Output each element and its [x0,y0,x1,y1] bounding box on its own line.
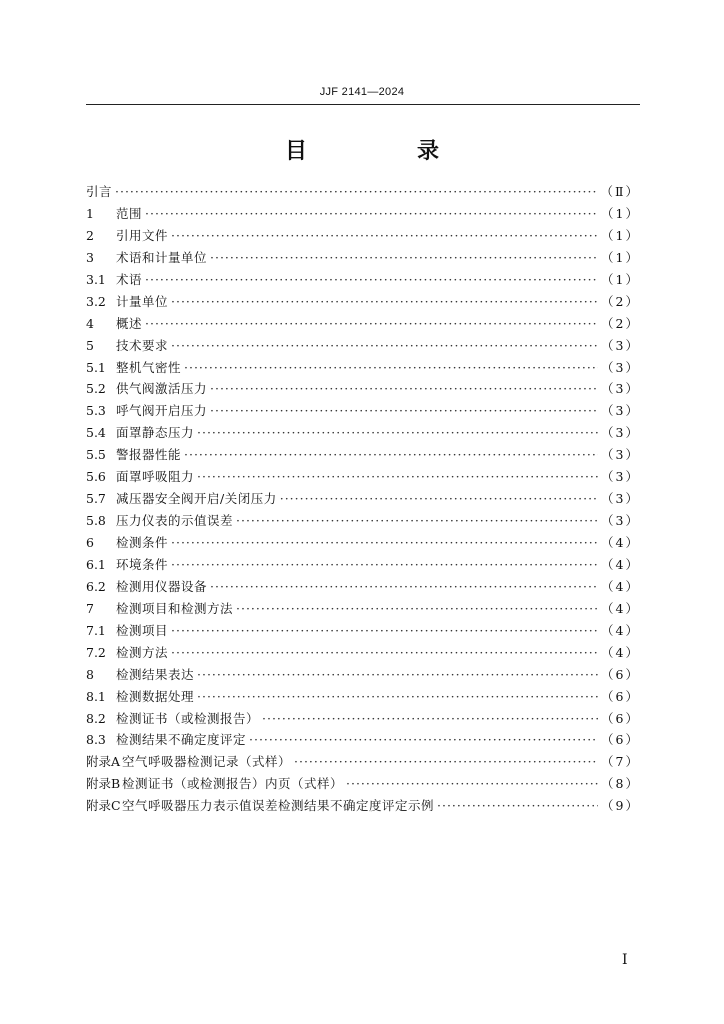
toc-entry-title: 检测证书（或检测报告）内页（式样） [122,776,344,792]
toc-entry-page: （4） [601,622,640,638]
header-rule [86,104,640,105]
toc-entry-page: （Ⅱ） [600,184,640,199]
toc-leader-dots [294,751,598,773]
toc-leader-dots [145,313,598,335]
toc-entry-title: 检测用仪器设备 [116,578,208,594]
toc-entry-number: 8.1 [86,688,106,704]
toc-entry-page: （4） [601,556,640,572]
toc-leader-dots [210,400,598,422]
toc-entry-page: （3） [601,359,640,375]
toc-leader-dots [210,247,598,269]
toc-entry-number: 7.2 [86,644,106,660]
toc-entry[interactable] [86,466,640,488]
toc-entry-number: 5.3 [86,403,106,419]
toc-entry-page: （4） [601,600,640,616]
toc-entry[interactable] [86,686,640,708]
toc-entry[interactable] [86,729,640,751]
toc-leader-dots [115,181,597,203]
toc-entry-page: （4） [601,535,640,550]
toc-entry-page: （9） [601,798,640,814]
toc-entry[interactable] [86,335,640,357]
toc-entry-number: 5.2 [86,381,106,397]
toc-entry[interactable] [86,444,640,466]
toc-leader-dots [171,642,598,664]
toc-leader-dots [145,203,598,225]
toc-entry-title: 面罩呼吸阻力 [116,469,195,485]
toc-entry[interactable] [86,751,640,773]
toc-entry-title: 计量单位 [116,293,169,309]
toc-entry-page: （2） [601,315,640,331]
toc-entry-page: （6） [601,666,640,682]
toc-entry-number: 7 [86,600,94,616]
toc-leader-dots [184,357,598,379]
toc-entry-page: （6） [601,688,640,704]
toc-entry-number: 7.1 [86,622,106,638]
toc-entry-title: 概述 [116,315,143,331]
toc-entry-title: 减压器安全阀开启/关闭压力 [116,491,277,507]
toc-entry[interactable] [86,620,640,642]
toc-entry[interactable] [86,642,640,664]
toc-entry-title: 环境条件 [116,556,169,572]
toc-entry-title: 引用文件 [116,227,169,243]
toc-entry[interactable] [86,795,640,817]
page-title: 目 录 [284,139,483,164]
toc-entry-title: 空气呼吸器压力表示值误差检测结果不确定度评定示例 [122,798,435,814]
toc-entry-page: （6） [601,710,640,726]
standard-code: JJF 2141—2024 [319,86,405,98]
toc-entry-page: （3） [601,403,640,419]
toc-entry-title: 术语 [116,271,143,287]
toc-entry-number: 3 [86,249,94,265]
toc-entry-page: （4） [601,644,640,660]
toc-entry[interactable] [86,532,640,554]
toc-entry-number: 6.1 [86,556,106,572]
toc-entry-page: （8） [601,776,640,792]
toc-entry-title: 整机气密性 [116,359,182,375]
toc-entry-title: 空气呼吸器检测记录（式样） [122,754,292,770]
toc-entry-title: 技术要求 [116,337,169,353]
toc-leader-dots [171,335,598,357]
toc-entry-number: 2 [86,227,94,243]
toc-entry-title: 检测证书（或检测报告） [116,710,260,726]
toc-entry-page: （1） [601,271,640,287]
toc-entry[interactable] [86,225,640,247]
toc-leader-dots [346,773,598,795]
table-of-contents [86,181,640,817]
toc-entry-title: 检测结果表达 [116,666,195,682]
toc-entry-title: 检测数据处理 [116,688,195,704]
toc-leader-dots [437,795,598,817]
toc-entry-title: 检测条件 [116,535,169,550]
toc-entry-number: 5.6 [86,469,106,485]
toc-entry-number: 5.7 [86,491,106,507]
toc-entry[interactable] [86,378,640,400]
toc-entry[interactable] [86,313,640,335]
toc-leader-dots [184,444,598,466]
toc-entry-number: 5.1 [86,359,106,375]
toc-entry[interactable] [86,181,640,203]
toc-entry[interactable] [86,773,640,795]
toc-leader-dots [197,422,598,444]
toc-entry-page: （3） [601,337,640,353]
toc-entry-page: （1） [601,249,640,265]
toc-leader-dots [171,554,598,576]
toc-entry-title: 术语和计量单位 [116,249,208,265]
toc-leader-dots [171,291,598,313]
toc-entry-page: （3） [601,469,640,485]
toc-leader-dots [262,708,598,730]
toc-leader-dots [171,620,598,642]
toc-entry-title: 引言 [86,184,113,199]
toc-leader-dots [197,664,598,686]
toc-entry[interactable] [86,664,640,686]
toc-entry-page: （3） [601,447,640,463]
toc-entry-page: （3） [601,491,640,507]
toc-leader-dots [249,729,598,751]
toc-entry[interactable] [86,291,640,313]
toc-entry[interactable] [86,554,640,576]
toc-entry-page: （3） [601,513,640,529]
toc-leader-dots [210,378,598,400]
toc-entry-page: （3） [601,425,640,441]
toc-entry-number: 附录A [86,754,121,770]
toc-entry-number: 4 [86,315,94,331]
toc-entry-title: 面罩静态压力 [116,425,195,441]
toc-entry-number: 6 [86,535,94,550]
toc-leader-dots [280,488,598,510]
toc-leader-dots [197,466,598,488]
toc-entry-number: 5.4 [86,425,106,441]
toc-entry-number: 3.1 [86,271,106,287]
toc-entry[interactable] [86,708,640,730]
toc-entry[interactable] [86,400,640,422]
toc-entry[interactable] [86,510,640,532]
toc-entry-title: 供气阀激活压力 [116,381,208,397]
toc-entry-number: 5.8 [86,513,106,529]
toc-entry-number: 6.2 [86,578,106,594]
toc-entry-page: （7） [601,754,640,770]
toc-entry-page: （4） [601,578,640,594]
toc-entry-page: （1） [601,227,640,243]
toc-entry-page: （2） [601,293,640,309]
toc-leader-dots [171,532,598,554]
toc-entry-number: 5 [86,337,94,353]
toc-entry-page: （6） [601,732,640,748]
toc-leader-dots [210,576,598,598]
toc-entry-page: （1） [601,205,640,221]
toc-entry-title: 呼气阀开启压力 [116,403,208,419]
toc-entry-title: 检测结果不确定度评定 [116,732,247,748]
toc-entry-number: 1 [86,205,94,221]
toc-entry[interactable] [86,203,640,225]
toc-entry[interactable] [86,598,640,620]
toc-entry[interactable] [86,269,640,291]
toc-entry-page: （3） [601,381,640,397]
toc-entry-title: 检测项目和检测方法 [116,600,234,616]
toc-entry-title: 范围 [116,205,143,221]
toc-entry[interactable] [86,576,640,598]
toc-entry-title: 警报器性能 [116,447,182,463]
toc-entry-title: 检测项目 [116,622,169,638]
toc-entry[interactable] [86,488,640,510]
toc-entry-number: 8.2 [86,710,106,726]
toc-entry-number: 附录C [86,798,121,814]
toc-entry[interactable] [86,357,640,379]
toc-entry[interactable] [86,422,640,444]
toc-entry-title: 压力仪表的示值误差 [116,513,234,529]
toc-entry[interactable] [86,247,640,269]
toc-leader-dots [171,225,598,247]
toc-leader-dots [236,598,598,620]
toc-leader-dots [145,269,598,291]
toc-entry-number: 附录B [86,776,121,792]
toc-entry-number: 8.3 [86,732,106,748]
toc-entry-title: 检测方法 [116,644,169,660]
toc-entry-number: 5.5 [86,447,106,463]
toc-entry-number: 8 [86,666,94,682]
toc-leader-dots [197,686,598,708]
page-number: I [622,952,628,968]
toc-entry-number: 3.2 [86,293,106,309]
toc-leader-dots [236,510,598,532]
